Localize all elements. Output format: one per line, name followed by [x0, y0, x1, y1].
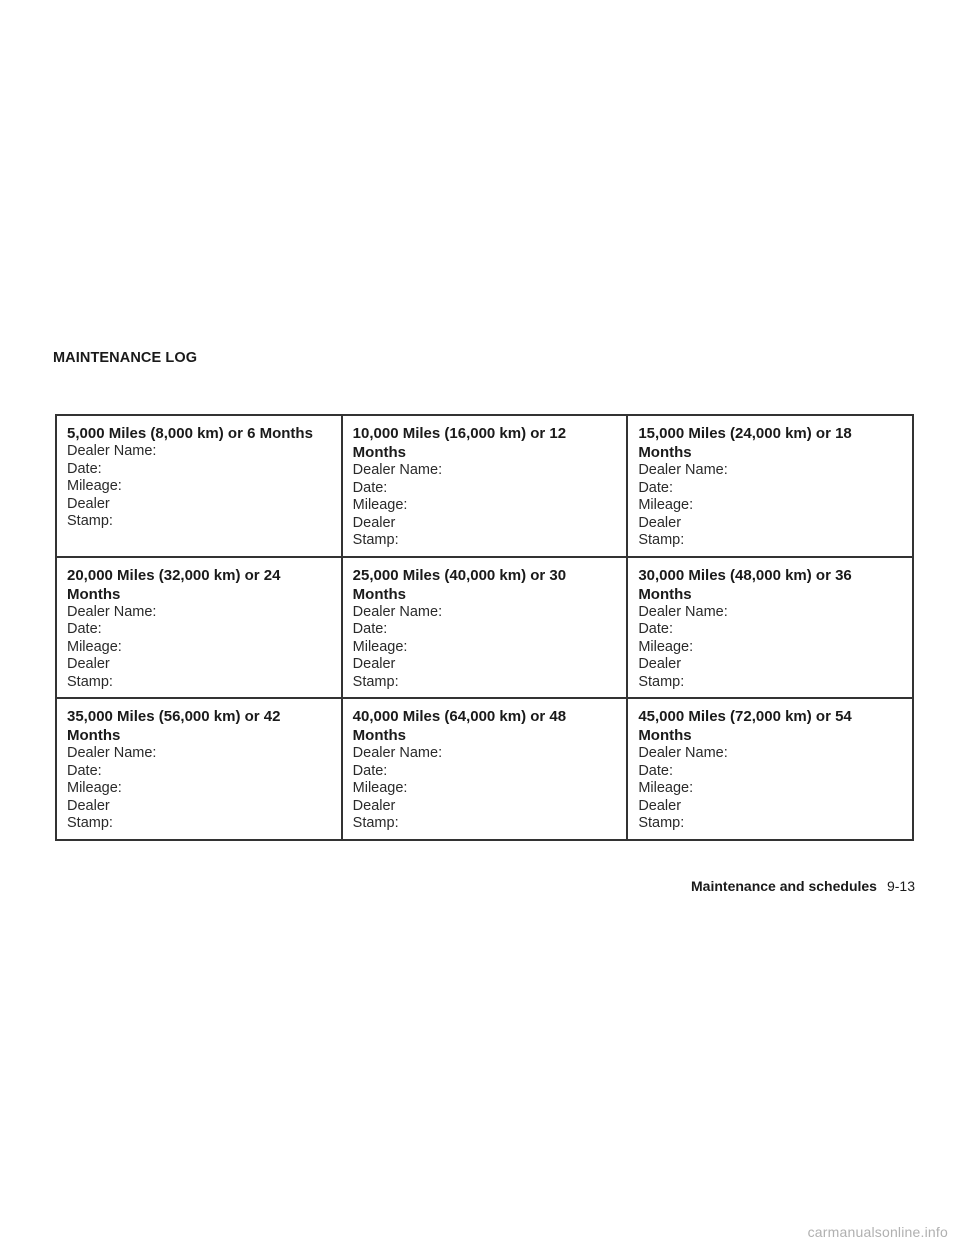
page-footer: [691, 878, 915, 894]
dealer-label: Dealer: [352, 514, 396, 531]
dealer-label: Dealer: [352, 656, 396, 672]
stamp-label: Stamp:: [67, 673, 113, 690]
mileage-label: Mileage:: [352, 497, 408, 513]
log-entry-15000: [627, 415, 913, 557]
mileage-label: Mileage:: [638, 780, 694, 796]
date-label: Date:: [638, 621, 673, 637]
dealer-name-label: Dealer Name:: [638, 603, 728, 620]
log-entry-35000: [56, 698, 342, 840]
entry-heading: 25,000 Miles (40,000 km) or 30 Months: [352, 566, 567, 603]
entry-heading: 10,000 Miles (16,000 km) or 12 Months: [352, 425, 567, 461]
maintenance-log-body: [56, 415, 913, 840]
entry-heading: 5,000 Miles (8,000 km) or 6 Months: [67, 425, 313, 442]
dealer-name-label: Dealer Name:: [67, 603, 157, 620]
dealer-name-label: Dealer Name:: [638, 745, 728, 761]
log-entry-20000: [56, 557, 342, 699]
mileage-label: Mileage:: [638, 638, 694, 655]
mileage-label: Mileage:: [67, 478, 122, 494]
dealer-label: Dealer: [67, 495, 110, 512]
entry-heading: 30,000 Miles (48,000 km) or 36 Months: [638, 566, 852, 603]
log-entry-10000: [342, 415, 628, 557]
entry-heading: 20,000 Miles (32,000 km) or 24 Months: [67, 566, 281, 603]
entry-heading: 40,000 Miles (64,000 km) or 48 Months: [352, 708, 567, 744]
dealer-name-label: Dealer Name:: [67, 443, 157, 459]
stamp-label: Stamp:: [352, 815, 399, 831]
entry-heading: 45,000 Miles (72,000 km) or 54 Months: [638, 708, 852, 744]
log-entry-5000: [56, 415, 342, 557]
maintenance-log-table: [55, 414, 914, 841]
stamp-label: Stamp:: [67, 513, 113, 529]
date-label: Date:: [638, 762, 673, 779]
dealer-label: Dealer: [67, 797, 110, 814]
bottom-bar: [0, 1224, 960, 1242]
table-row: [56, 698, 913, 840]
log-entry-25000: [342, 557, 628, 699]
mileage-label: Mileage:: [67, 638, 122, 655]
log-entry-30000: [627, 557, 913, 699]
stamp-label: Stamp:: [352, 532, 399, 548]
dealer-label: Dealer: [352, 797, 396, 814]
date-label: Date:: [67, 460, 102, 477]
stamp-label: Stamp:: [638, 673, 685, 690]
stamp-label: Stamp:: [352, 673, 399, 690]
dealer-label: Dealer: [638, 656, 682, 672]
date-label: Date:: [352, 479, 388, 496]
date-label: Date:: [352, 762, 388, 779]
dealer-name-label: Dealer Name:: [352, 462, 443, 478]
log-entry-40000: [342, 698, 628, 840]
dealer-name-label: Dealer Name:: [352, 603, 443, 620]
entry-heading: 35,000 Miles (56,000 km) or 42 Months: [67, 708, 281, 744]
stamp-label: Stamp:: [638, 532, 685, 548]
section-title: MAINTENANCE LOG: [53, 350, 198, 366]
stamp-label: Stamp:: [638, 815, 685, 831]
dealer-name-label: Dealer Name:: [352, 745, 443, 761]
dealer-label: Dealer: [638, 797, 682, 814]
watermark: carmanualsonline.info: [807, 1224, 948, 1240]
date-label: Date:: [638, 479, 673, 496]
mileage-label: Mileage:: [352, 638, 408, 655]
table-row: [56, 415, 913, 557]
footer-section-name: Maintenance and schedules: [691, 878, 877, 894]
entry-heading: 15,000 Miles (24,000 km) or 18 Months: [638, 425, 852, 461]
dealer-name-label: Dealer Name:: [67, 745, 157, 761]
dealer-name-label: Dealer Name:: [638, 462, 728, 478]
mileage-label: Mileage:: [352, 780, 408, 796]
page-number: 9-13: [886, 878, 915, 894]
log-entry-45000: [627, 698, 913, 840]
mileage-label: Mileage:: [67, 780, 122, 796]
date-label: Date:: [67, 762, 102, 779]
stamp-label: Stamp:: [67, 815, 113, 831]
dealer-label: Dealer: [67, 656, 110, 672]
date-label: Date:: [67, 621, 102, 637]
table-row: [56, 557, 913, 699]
mileage-label: Mileage:: [638, 497, 694, 513]
dealer-label: Dealer: [638, 514, 682, 531]
date-label: Date:: [352, 621, 388, 637]
